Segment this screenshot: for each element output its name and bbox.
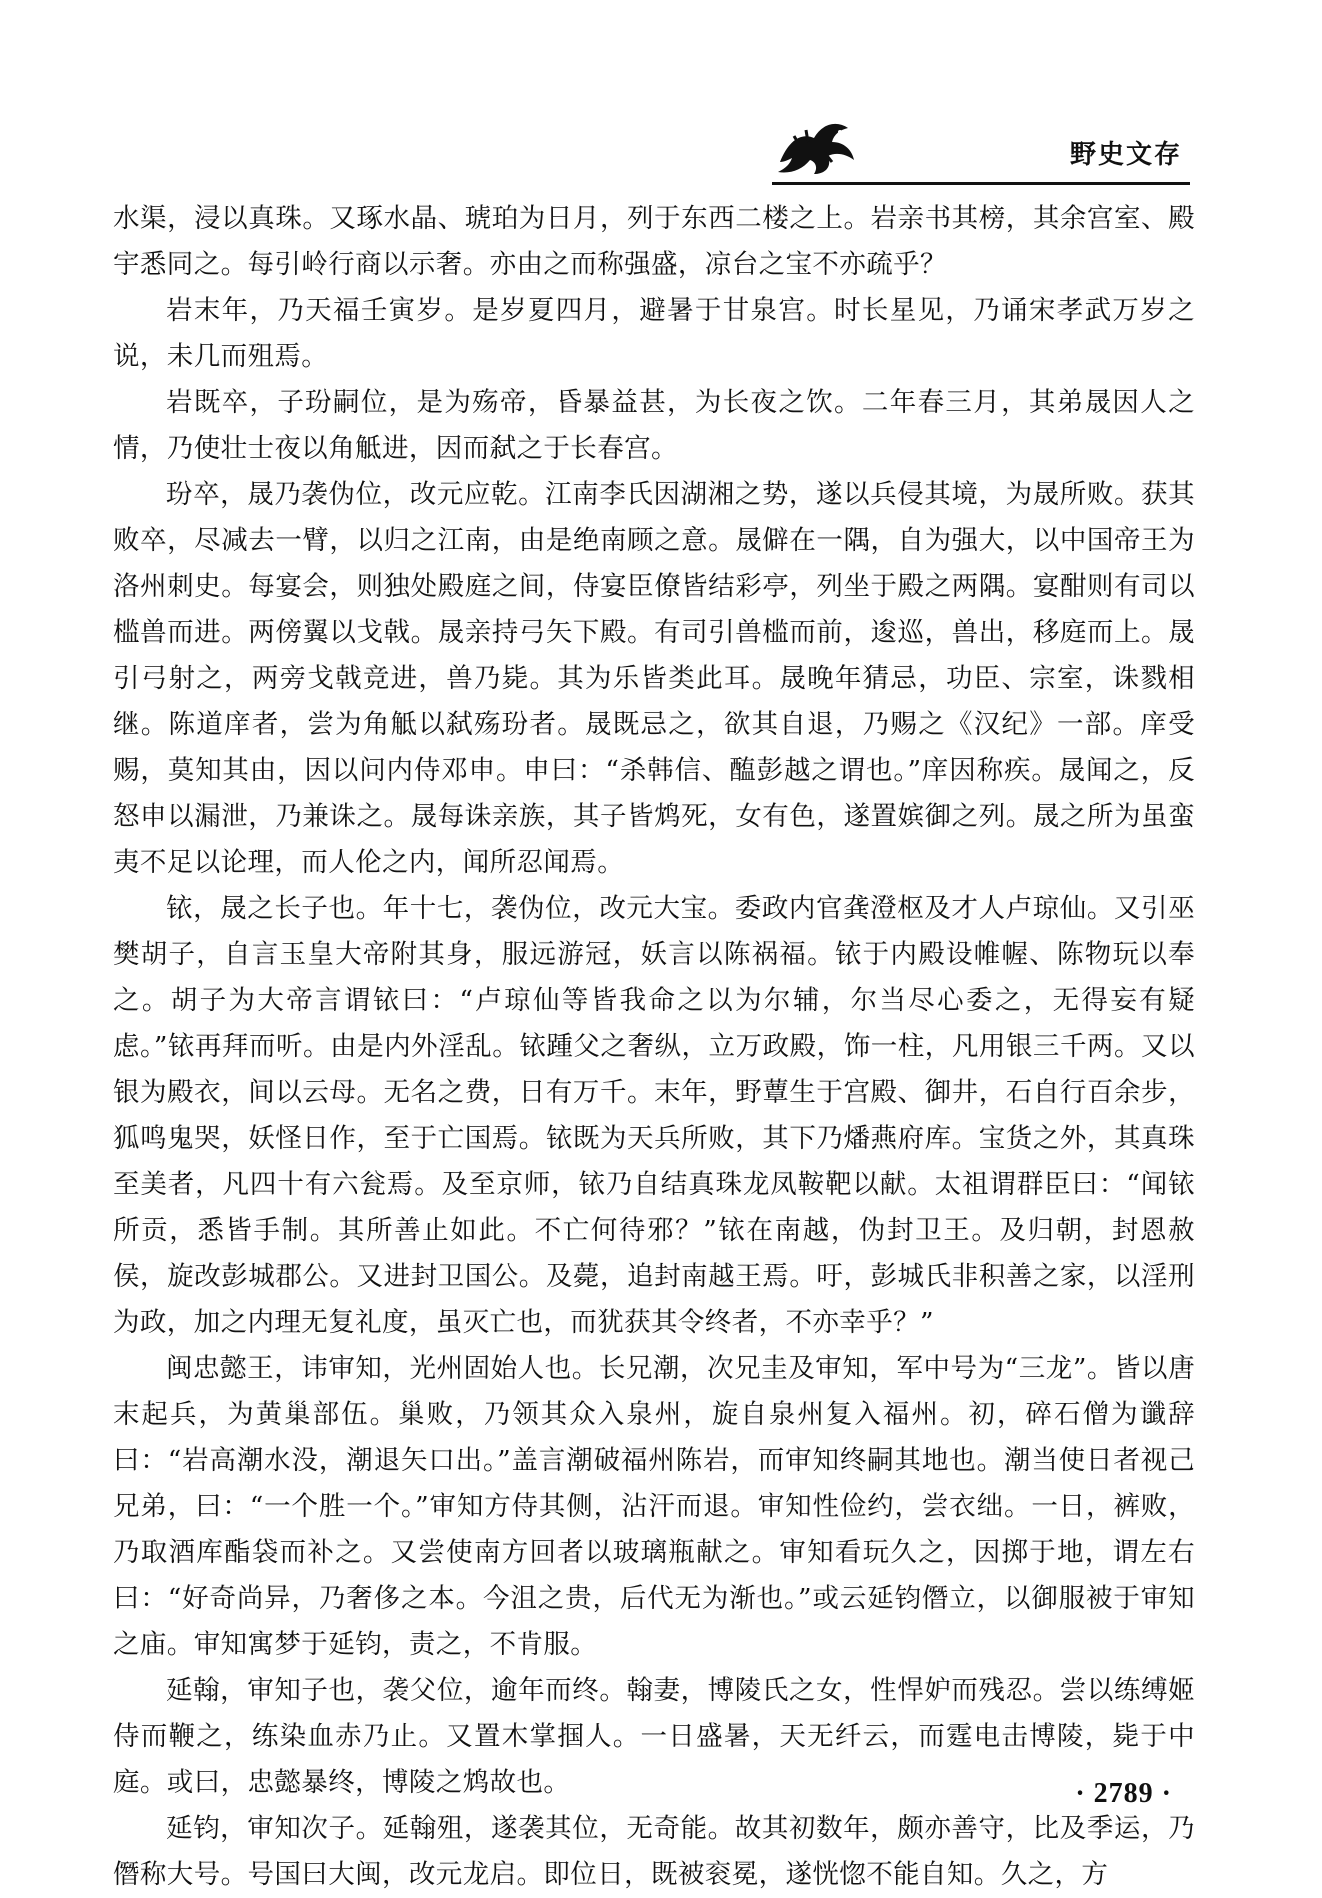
dragon-icon <box>770 112 860 182</box>
paragraph: 水渠，浸以真珠。又琢水晶、琥珀为日月，列于东西二楼之上。岩亲书其榜，其余宫室、殿宇悉同之。每引岭行商以示奢。亦由之而称强盛，凉台之宝不亦疏乎？ <box>113 203 1195 280</box>
paragraph: 铱，晟之长子也。年十七，袭伪位，改元大宝。委政内官龚澄枢及才人卢琼仙。又引巫樊胡子，自言玉皇大帝附其身，服远游冠，妖言以陈祸福。铱于内殿设帷幄、陈物玩以奉之。胡子为大帝言谓铱曰：“卢琼仙等皆我命之以为尔辅，尔当尽心委之，无得妄有疑虑。”铱再拜而听。由是内外淫乱。铱踵父之奢纵，立万政殿，饰一柱，凡用银三千两。又以银为殿衣，间以云母。无名之费，日有万千。末年，野蕈生于宫殿、御井，石自行百余步，狐鸣鬼哭，妖怪日作，至于亡国焉。铱既为天兵所败，其下乃燔燕府库。宝货之外，其真珠至美者，凡四十有六瓮焉。及至京师，铱乃自结真珠龙凤鞍靶以献。太祖谓群臣曰：“闻铱所贡，悉皆手制。其所善止如此。不亡何待邪？”铱在南越，伪封卫王。及归朝，封恩赦侯，旋改彭城郡公。又进封卫国公。及薨，追封南越王焉。吁，彭城氏非积善之家，以淫刑为政，加之内理无复礼度，虽灭亡也，而犹获其令终者，不亦幸乎？” <box>113 893 1195 1338</box>
paragraph: 岩既卒，子玢嗣位，是为殇帝，昏暴益甚，为长夜之饮。二年春三月，其弟晟因人之情，乃使壮士夜以角觝进，因而弑之于长春宫。 <box>113 387 1195 464</box>
header-rule <box>772 182 1190 185</box>
paragraph: 延翰，审知子也，袭父位，逾年而终。翰妻，博陵氏之女，性悍妒而残忍。尝以练缚姬侍而鞭之，练染血赤乃止。又置木掌掴人。一日盛暑，天无纤云，而霆电击博陵，毙于中庭。或曰，忠懿暴终，博陵之鸩故也。 <box>113 1675 1195 1798</box>
text-body <box>113 196 1195 1898</box>
paragraph: 玢卒，晟乃袭伪位，改元应乾。江南李氏因湖湘之势，遂以兵侵其境，为晟所败。获其败卒，尽减去一臂，以归之江南，由是绝南顾之意。晟僻在一隅，自为强大，以中国帝王为洛州刺史。每宴会，则独处殿庭之间，侍宴臣僚皆结彩亭，列坐于殿之两隅。宴酣则有司以槛兽而进。两傍翼以戈戟。晟亲持弓矢下殿。有司引兽槛而前，逡巡，兽出，移庭而上。晟引弓射之，两旁戈戟竞进，兽乃毙。其为乐皆类此耳。晟晚年猜忌，功臣、宗室，诛戮相继。陈道庠者，尝为角觝以弑殇玢者。晟既忌之，欲其自退，乃赐之《汉纪》一部。庠受赐，莫知其由，因以问内侍邓申。申曰：“杀韩信、醢彭越之谓也。”庠因称疾。晟闻之，反怒申以漏泄，乃兼诛之。晟每诛亲族，其子皆鸩死，女有色，遂置嫔御之列。晟之所为虽蛮夷不足以论理，而人伦之内，闻所忍闻焉。 <box>113 479 1195 878</box>
paragraph: 闽忠懿王，讳审知，光州固始人也。长兄潮，次兄圭及审知，军中号为“三龙”。皆以唐末起兵，为黄巢部伍。巢败，乃领其众入泉州，旋自泉州复入福州。初，碎石僧为谶辞曰：“岩高潮水没，潮退矢口出。”盖言潮破福州陈岩，而审知终嗣其地也。潮当使日者视己兄弟，曰：“一个胜一个。”审知方侍其侧，沾汗而退。审知性俭约，尝衣绌。一日，裤败，乃取酒库酯袋而补之。又尝使南方回者以玻璃瓶献之。审知看玩久之，因掷于地，谓左右曰：“好奇尚异，乃奢侈之本。今沮之贵，后代无为渐也。”或云延钧僭立，以御服被于审知之庙。审知寓梦于延钧，责之，不肯服。 <box>113 1353 1195 1660</box>
paragraph: 岩末年，乃天福壬寅岁。是岁夏四月，避暑于甘泉宫。时长星见，乃诵宋孝武万岁之说，未几而殂焉。 <box>113 295 1195 372</box>
paragraph: 延钧，审知次子。延翰殂，遂袭其位，无奇能。故其初数年，颇亦善守，比及季运，乃僭称大号。号国曰大闽，改元龙启。即位日，既被衮冕，遂恍惚不能自知。久之，方 <box>113 1813 1195 1890</box>
page-number: · 2789 · <box>1075 1778 1172 1809</box>
book-title: 野史文存 <box>1069 140 1182 170</box>
running-header <box>770 112 1190 184</box>
